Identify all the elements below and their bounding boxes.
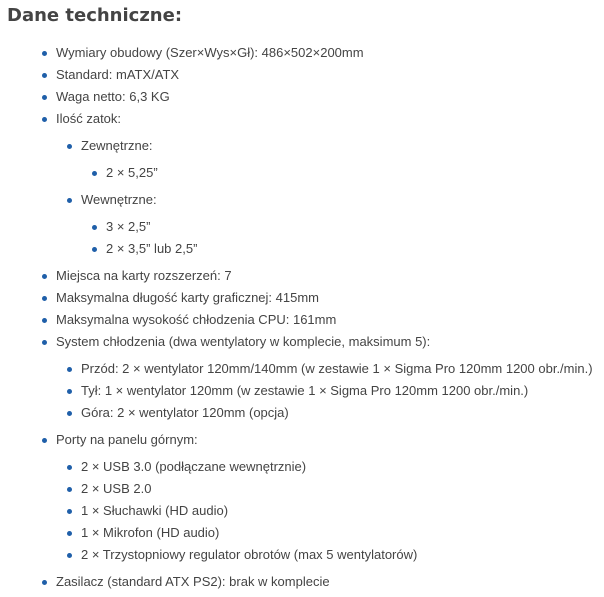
- spec-subitem: 2 × Trzystopniowy regulator obrotów (max 5 wentylatorów): [81, 547, 418, 562]
- spec-text: Zasilacz (standard ATX PS2): brak w komplecie: [56, 574, 330, 589]
- spec-subitem: 1 × Mikrofon (HD audio): [81, 525, 220, 540]
- spec-subitem: Tył: 1 × wentylator 120mm (w zestawie 1 × Sigma Pro 120mm 1200 obr./min.): [81, 383, 529, 398]
- bullet-icon: [67, 553, 72, 558]
- bullet-icon: [92, 225, 97, 230]
- bullet-icon: [42, 296, 47, 301]
- spec-subsubitem: 3 × 2,5”: [106, 219, 151, 234]
- bullet-icon: [42, 580, 47, 585]
- bullet-icon: [67, 389, 72, 394]
- bullet-icon: [42, 95, 47, 100]
- spec-text: Porty na panelu górnym:: [56, 432, 198, 447]
- spec-text: Maksymalna wysokość chłodzenia CPU: 161mm: [56, 312, 337, 327]
- bullet-icon: [42, 73, 47, 78]
- spec-text: Miejsca na karty rozszerzeń: 7: [56, 268, 232, 283]
- bullet-icon: [67, 367, 72, 372]
- section-title: Dane techniczne:: [7, 5, 183, 26]
- bullet-icon: [67, 198, 72, 203]
- spec-subitem-label: Wewnętrzne:: [81, 192, 157, 207]
- spec-text: System chłodzenia (dwa wentylatory w komplecie, maksimum 5):: [56, 334, 431, 349]
- bullet-icon: [42, 318, 47, 323]
- bullet-icon: [67, 465, 72, 470]
- spec-text: Waga netto: 6,3 KG: [56, 89, 170, 104]
- bullet-icon: [92, 171, 97, 176]
- spec-subsubitem: 2 × 5,25”: [106, 165, 158, 180]
- bullet-icon: [67, 487, 72, 492]
- spec-text: Maksymalna długość karty graficznej: 415mm: [56, 290, 319, 305]
- spec-subitem: 1 × Słuchawki (HD audio): [81, 503, 229, 518]
- spec-subitem: 2 × USB 3.0 (podłączane wewnętrznie): [81, 459, 307, 474]
- bullet-icon: [42, 274, 47, 279]
- spec-subsubitem: 2 × 3,5” lub 2,5”: [106, 241, 198, 256]
- bullet-icon: [67, 509, 72, 514]
- spec-text: Ilość zatok:: [56, 111, 122, 126]
- spec-subitem: Góra: 2 × wentylator 120mm (opcja): [81, 405, 289, 420]
- bullet-icon: [67, 411, 72, 416]
- bullet-icon: [67, 531, 72, 536]
- bullet-icon: [92, 247, 97, 252]
- bullet-icon: [42, 438, 47, 443]
- bullet-icon: [42, 117, 47, 122]
- spec-subitem: Przód: 2 × wentylator 120mm/140mm (w zestawie 1 × Sigma Pro 120mm 1200 obr./min.): [81, 361, 593, 376]
- spec-subitem: 2 × USB 2.0: [81, 481, 152, 496]
- bullet-icon: [42, 340, 47, 345]
- bullet-icon: [67, 144, 72, 149]
- spec-text: Standard: mATX/ATX: [56, 67, 180, 82]
- bullet-icon: [42, 51, 47, 56]
- spec-subitem-label: Zewnętrzne:: [81, 138, 153, 153]
- spec-text: Wymiary obudowy (Szer×Wys×Gł): 486×502×200mm: [56, 45, 364, 60]
